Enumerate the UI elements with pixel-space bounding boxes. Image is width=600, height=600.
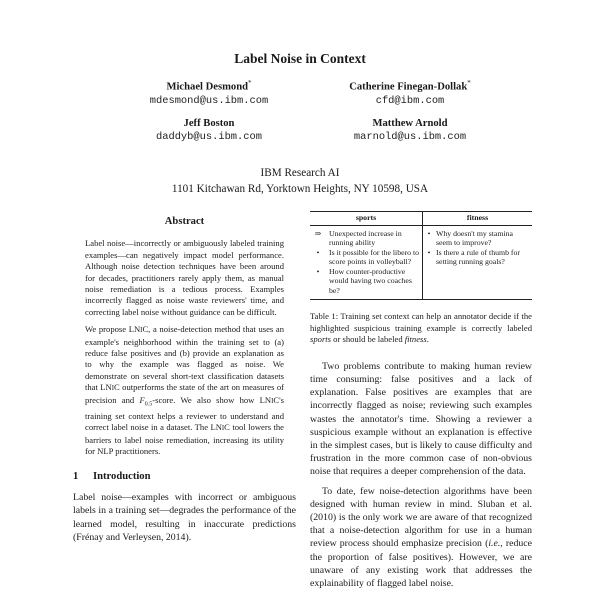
table-header: sports (310, 212, 423, 226)
affiliation (0, 165, 600, 197)
abstract-paragraph: Label noise—incorrectly or ambiguously labeled training examples—can negatively impact model performance. Although noise detection techniques have been around for decades, practitioners rarely apply them, as manual noise remediation is a tedious process. Examples incorrectly flagged as noise waste reviewers' time, and correcting label noise without guidance can be difficult. (85, 238, 284, 317)
section-heading: 1 Introduction (73, 471, 151, 483)
left-column (73, 216, 296, 544)
bullet-icon: • (316, 247, 320, 257)
table-cell (423, 225, 533, 300)
abstract-paragraph: We propose LNIC, a noise-detection method that uses an example's neighborhood within the training set to (a) reduce false positives and (b) provide an explanation as to why the example was flagged as noise. We demonstrate on several short-text classification datasets that LNIC outperforms the state of the art on measures of precision and $F_{0.5}$-score. We also show how LNIC's training set context helps a reviewer to understand and correct label noise in a dataset. The LNIC tool lowers the barriers to label noise remediation, increasing its utility for NLP practitioners. (85, 324, 284, 457)
author-email: mdesmond@us.ibm.com (149, 94, 269, 107)
list-item: • How counter-productive would having two coaches be? (310, 267, 420, 296)
body-paragraph: Two problems contribute to making human review time consuming: false positives and a lack of explanation. False positives are examples that are incorrectly flagged as noise; reviewing such examples wastes the annotator's time. Showing a reviewer a suspicious example without an explanation is effective in the simplest cases, but is likely to cause difficulty and frustration in the more common case of non-obvious noise that requires a deeper comprehension of the data. (310, 360, 532, 478)
author-name: Matthew Arnold (372, 118, 448, 129)
arrow-icon: ⇒ (314, 228, 322, 238)
table-cell (310, 225, 423, 300)
bullet-icon: • (316, 266, 320, 276)
affiliation-address: 1101 Kitchawan Rd, Yorktown Heights, NY 10598, USA (171, 183, 429, 195)
table-header: fitness (423, 212, 533, 226)
abstract-heading: Abstract (164, 216, 205, 227)
author-name: Catherine Finegan-Dollak* (349, 79, 471, 93)
abstract-body (85, 238, 284, 457)
table-caption: Table 1: Training set context can help an annotator decide if the highlighted suspicious training example is correctly labeled sports or should be labeled fitness. (310, 311, 532, 345)
author-block (300, 77, 520, 108)
list-item: • Is there a rule of thumb for setting running goals? (423, 248, 530, 267)
paper-title: Label Noise in Context (234, 51, 366, 66)
author-block (99, 77, 319, 108)
intro-paragraph: Label noise—examples with incorrect or ambiguous labels in a training set—degrades the performance of the learned model, resulting in inaccurate predictions (Frénay and Verleysen, 2014). (73, 491, 296, 544)
body-paragraph: To date, few noise-detection algorithms have been designed with human review in mind. Sluban et al. (2010) is the only work we are aware of that recognized that a noise-detection algorithm for use in a human review process should emphasize precision (i.e., reduce the proportion of false positives). However, we are unaware of any existing work that addresses the explainability of flagged label noise. (310, 485, 532, 590)
author-email: daddyb@us.ibm.com (155, 131, 262, 143)
list-item: • Why doesn't my stamina seem to improve? (423, 229, 530, 248)
table-1 (310, 211, 532, 300)
author-name: Michael Desmond* (166, 79, 252, 93)
author-name: Jeff Boston (183, 118, 235, 129)
bullet-icon: • (427, 247, 431, 257)
affiliation-org: IBM Research AI (260, 167, 340, 179)
author-email: cfd@ibm.com (375, 94, 445, 107)
list-item: • Is it possible for the libero to score points in volleyball? (310, 248, 420, 267)
author-email: marnold@us.ibm.com (353, 131, 467, 143)
author-block (300, 117, 520, 144)
author-block (99, 117, 319, 144)
bullet-icon: • (427, 228, 431, 238)
list-item: ⇒ Unexpected increase in running ability (310, 229, 420, 248)
right-column (310, 211, 532, 590)
